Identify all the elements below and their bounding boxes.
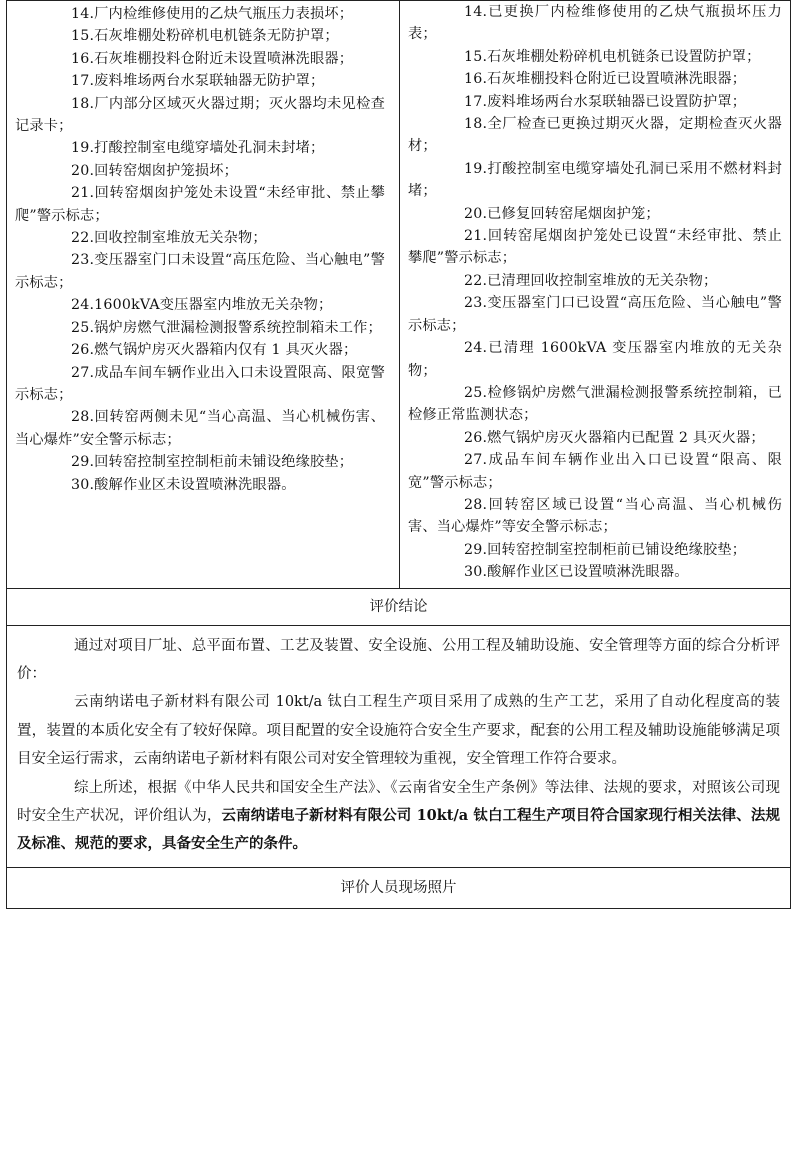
- rectification-cell: [400, 1, 791, 589]
- rectification-item: 28.回转窑区域已设置“当心高温、当心机械伤害、当心爆炸”等安全警示标志；: [408, 496, 782, 536]
- rectification-item: 15.石灰堆棚处粉碎机电机链条已设置防护罩；: [464, 48, 761, 65]
- problem-item: 18.厂内部分区域灭火器过期；灭火器均未见检查记录卡；: [15, 95, 385, 135]
- problem-item: 29.回转窑控制室控制柜前未铺设绝缘胶垫；: [71, 454, 354, 471]
- problem-item: 16.石灰堆棚投料仓附近未设置喷淋洗眼器；: [71, 50, 354, 67]
- rectification-item: 25.检修锅炉房燃气泄漏检测报警系统控制箱，已检修正常监测状态；: [408, 384, 782, 424]
- photos-header: 评价人员现场照片: [7, 867, 791, 908]
- rectification-item: 17.废料堆场两台水泵联轴器已设置防护罩；: [464, 93, 747, 110]
- problems-cell: [7, 1, 400, 589]
- rectification-item: 20.已修复回转窑尾烟囱护笼；: [464, 205, 660, 222]
- rectification-item: 21.回转窑尾烟囱护笼处已设置“未经审批、禁止攀爬”警示标志；: [408, 228, 782, 267]
- rectification-row: [7, 1, 791, 589]
- rectification-item: 29.回转窑控制室控制柜前已铺设绝缘胶垫；: [464, 541, 747, 558]
- rectification-item: 14.已更换厂内检维修使用的乙炔气瓶损坏压力表；: [408, 4, 782, 43]
- problem-item: 17.废料堆场两台水泵联轴器无防护罩；: [71, 73, 325, 90]
- problem-item: 19.打酸控制室电缆穿墙处孔洞未封堵；: [71, 140, 325, 157]
- conclusion-text: 综上所述，根据《中华人民共和国安全生产法》、《云南省安全生产条例》等法律、法规的要求，对照该公司现时安全生产状况，评价组认为，: [17, 779, 780, 824]
- problem-item: 30.酸解作业区未设置喷淋洗眼器。: [71, 476, 296, 493]
- conclusion-row: [7, 625, 791, 867]
- rectification-item: 24.已清理 1600kVA 变压器室内堆放的无关杂物；: [408, 340, 782, 379]
- rectification-item: 23.变压器室门口已设置“高压危险、当心触电”警示标志；: [408, 295, 782, 334]
- conclusion-paragraph-3: [17, 774, 780, 859]
- evaluation-table: [6, 0, 791, 909]
- problem-item: 20.回转窑烟囱护笼损坏；: [71, 162, 239, 179]
- conclusion-bold-statement: 云南纳诺电子新材料有限公司 10kt/a 钛白工程生产项目符合国家现行相关法律、法规及标准、规范的要求，具备安全生产的条件。: [17, 807, 780, 853]
- problem-item: 27.成品车间车辆作业出入口未设置限高、限宽警示标志；: [15, 364, 385, 403]
- rectification-item: 27.成品车间车辆作业出入口已设置“限高、限宽”警示标志；: [408, 452, 782, 491]
- problem-item: 26.燃气锅炉房灭火器箱内仅有 1 具灭火器；: [71, 342, 358, 359]
- conclusion-cell: [7, 625, 791, 867]
- conclusion-paragraph-2: 云南纳诺电子新材料有限公司 10kt/a 钛白工程生产项目采用了成熟的生产工艺，采用了自动化程度高的装置，装置的本质化安全有了较好保障。项目配置的安全设施符合安全生产要求，配套的公用工程及辅助设施能够满足项目安全运行需求，云南纳诺电子新材料有限公司对安全管理较为重视，安全管理工作符合要求。: [17, 694, 780, 768]
- conclusion-header-row: [7, 588, 791, 625]
- problem-item: 15.石灰堆棚处粉碎机电机链条无防护罩；: [71, 28, 339, 45]
- conclusion-paragraph-1: 通过对项目厂址、总平面布置、工艺及装置、安全设施、公用工程及辅助设施、安全管理等方面的综合分析评价：: [17, 637, 780, 682]
- rectification-item: 26.燃气锅炉房灭火器箱内已配置 2 具灭火器；: [464, 429, 765, 446]
- conclusion-header: 评价结论: [7, 588, 791, 625]
- problem-item: 28.回转窑两侧未见“当心高温、当心机械伤害、当心爆炸”安全警示标志；: [15, 409, 385, 448]
- problem-item: 14.厂内检维修使用的乙炔气瓶压力表损坏；: [71, 6, 354, 22]
- evaluation-document: [6, 0, 790, 909]
- problem-item: 24.1600kVA变压器室内堆放无关杂物；: [71, 297, 333, 314]
- problem-item: 23.变压器室门口未设置“高压危险、当心触电”警示标志；: [15, 252, 385, 291]
- rectification-item: 19.打酸控制室电缆穿墙处孔洞已采用不燃材料封堵；: [408, 160, 782, 200]
- problem-item: 25.锅炉房燃气泄漏检测报警系统控制箱未工作；: [71, 319, 382, 336]
- rectification-item: 22.已清理回收控制室堆放的无关杂物；: [464, 272, 718, 289]
- problems-list: [7, 1, 399, 496]
- rectification-item: 30.酸解作业区已设置喷淋洗眼器。: [464, 564, 689, 581]
- problem-item: 21.回转窑烟囱护笼处未设置“未经审批、禁止攀爬”警示标志；: [15, 185, 385, 224]
- photos-header-row: [7, 867, 791, 908]
- problem-item: 22.回收控制室堆放无关杂物；: [71, 230, 267, 247]
- rectification-list: [400, 1, 790, 588]
- rectification-item: 16.石灰堆棚投料仓附近已设置喷淋洗眼器；: [464, 71, 747, 88]
- rectification-item: 18.全厂检查已更换过期灭火器，定期检查灭火器材；: [408, 116, 782, 155]
